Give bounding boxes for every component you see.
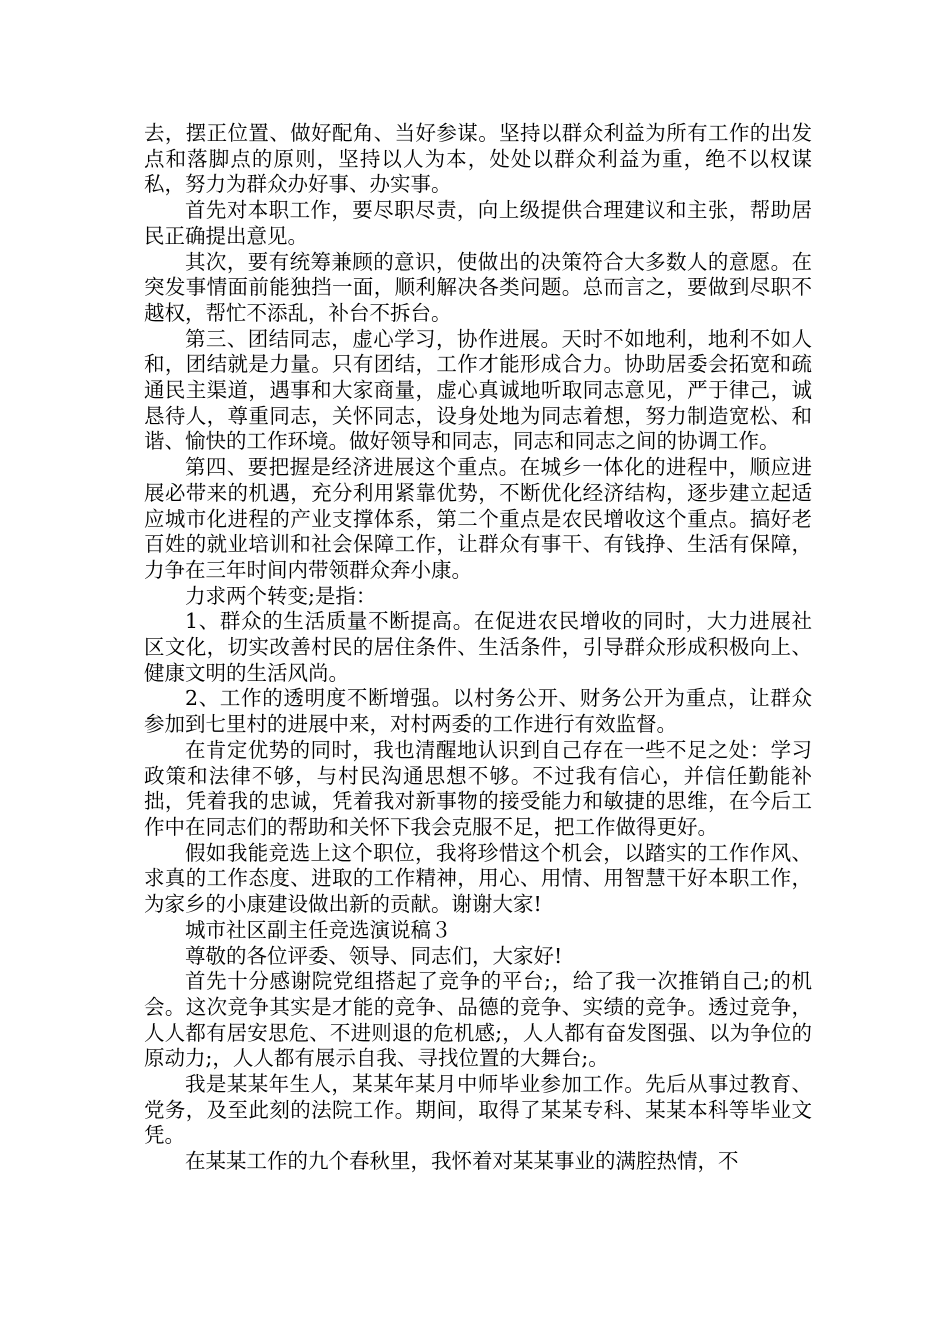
paragraph-10: 假如我能竞选上这个职位，我将珍惜这个机会，以踏实的工作作风、求真的工作态度、进取的工作精神，用心、用情、用智慧干好本职工作，为家乡的小康建设做出新的贡献。谢谢大家! bbox=[144, 840, 812, 917]
paragraph-3: 其次，要有统筹兼顾的意识，使做出的决策符合大多数人的意愿。在突发事情面前能独挡一面，顺利解决各类问题。总而言之，要做到尽职不越权，帮忙不添乱，补台不拆台。 bbox=[144, 249, 812, 325]
paragraph-2: 首先对本职工作，要尽职尽责，向上级提供合理建议和主张，帮助居民正确提出意见。 bbox=[144, 198, 812, 248]
paragraph-13: 首先十分感谢院党组搭起了竞争的平台;，给了我一次推销自己;的机会。这次竞争其实是才能的竞争、品德的竞争、实绩的竞争。透过竞争，人人都有居安思危、不进则退的危机感;，人人都有奋发图强、以为争位的原动力;，人人都有展示自我、寻找位置的大舞台;。 bbox=[144, 969, 812, 1071]
paragraph-5: 第四、要把握是经济进展这个重点。在城乡一体化的进程中，顺应进展必带来的机遇，充分利用紧靠优势，不断优化经济结构，逐步建立起适应城市化进程的产业支撑体系，第二个重点是农民增收这个重点。搞好老百姓的就业培训和社会保障工作，让群众有事干、有钱挣、生活有保障，力争在三年时间内带领群众奔小康。 bbox=[144, 455, 812, 582]
paragraph-1: 去，摆正位置、做好配角、当好参谋。坚持以群众利益为所有工作的出发点和落脚点的原则，坚持以人为本，处处以群众利益为重，绝不以权谋私，努力为群众办好事、办实事。 bbox=[144, 121, 812, 197]
document-page bbox=[144, 121, 812, 1175]
paragraph-14: 我是某某年生人，某某年某月中师毕业参加工作。先后从事过教育、党务，及至此刻的法院工作。期间，取得了某某专科、某某本科等毕业文凭。 bbox=[144, 1072, 812, 1148]
paragraph-6: 力求两个转变;是指： bbox=[185, 583, 377, 608]
paragraph-8: 2、工作的透明度不断增强。以村务公开、财务公开为重点，让群众参加到七里村的进展中来，对村两委的工作进行有效监督。 bbox=[144, 686, 812, 737]
greeting: 尊敬的各位评委、领导、同志们，大家好! bbox=[185, 943, 563, 968]
paragraph-7: 1、群众的生活质量不断提高。在促进农民增收的同时，大力进展社区文化，切实改善村民的居住条件、生活条件，引导群众形成积极向上、健康文明的生活风尚。 bbox=[144, 609, 812, 685]
paragraph-9: 在肯定优势的同时，我也清醒地认识到自己存在一些不足之处：学习政策和法律不够，与村民沟通思想不够。不过我有信心，并信任勤能补拙，凭着我的忠诚，凭着我对新事物的接受能力和敏捷的思维，在今后工作中在同志们的帮助和关怀下我会克服不足，把工作做得更好。 bbox=[144, 737, 812, 839]
paragraph-15: 在某某工作的九个春秋里，我怀着对某某事业的满腔热情，不 bbox=[185, 1149, 739, 1174]
paragraph-4: 第三、团结同志，虚心学习，协作进展。天时不如地利，地利不如人和，团结就是力量。只有团结，工作才能形成合力。协助居委会拓宽和疏通民主渠道，遇事和大家商量，虚心真诚地听取同志意见，严于律己，诚恳待人，尊重同志，关怀同志，设身处地为同志着想，努力制造宽松、和谐、愉快的工作环境。做好领导和同志，同志和同志之间的协调工作。 bbox=[144, 326, 812, 454]
section-title: 城市社区副主任竞选演说稿３ bbox=[185, 917, 452, 942]
